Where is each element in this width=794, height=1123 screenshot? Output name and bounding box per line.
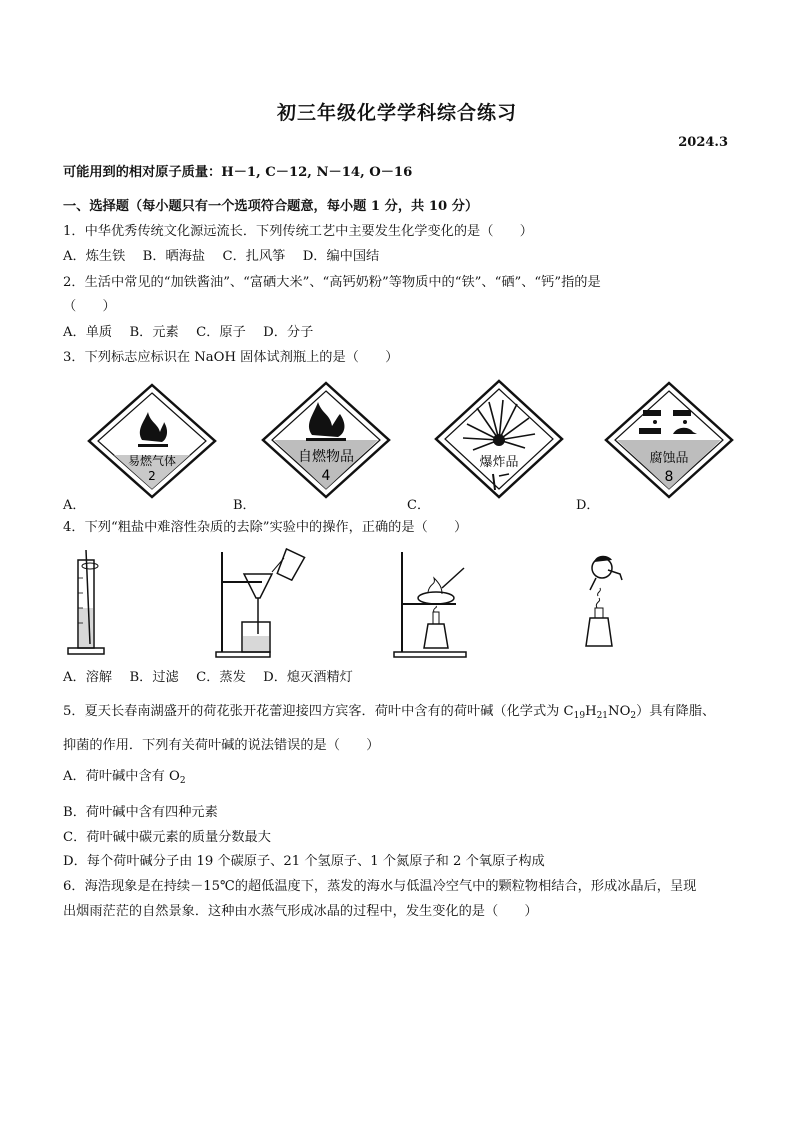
q2-stem: 2．生活中常见的“加铁酱油”、“富硒大米”、“高钙奶粉”等物质中的“铁”、“硒”、“钙”指的是 xyxy=(63,275,601,290)
exam-date: 2024.3 xyxy=(678,135,728,150)
corrosive-sign xyxy=(603,380,735,500)
q6-stem-line2: 出烟雨茫茫的自然景象．这种由水蒸气形成冰晶的过程中，发生变化的是（ ） xyxy=(63,904,538,919)
q5-option-a: A．荷叶碱中含有 $O_2$ xyxy=(63,769,186,786)
q5-option-d: D．每个荷叶碱分子由 19 个碳原子、21 个氢原子、1 个氮原子和 2 个氧原子构成 xyxy=(63,854,545,869)
q6-stem-line1: 6．海浩现象是在持续－15℃的超低温度下，蒸发的海水与低温冷空气中的颗粒物相结合，形成冰晶后，呈现 xyxy=(63,879,697,894)
filtration-figure xyxy=(214,548,308,660)
dissolving-cylinder-figure xyxy=(64,548,124,660)
sign-d-number: 8 xyxy=(664,469,674,485)
option-b-label: B． xyxy=(233,498,256,513)
evaporation-figure xyxy=(390,548,472,660)
atomic-mass-line: 可能用到的相对原子质量：H－1, C－12, N－14, O－16 xyxy=(63,165,413,180)
sign-b-number: 4 xyxy=(321,468,331,484)
q2-options: A．单质 B．元素 C．原子 D．分子 xyxy=(63,325,314,340)
sign-b-text: 自燃物品 xyxy=(298,449,354,465)
q2-stem-cont: （ ） xyxy=(63,299,116,314)
option-c-label: C． xyxy=(407,498,430,513)
option-a-label: A． xyxy=(63,498,86,513)
q5-stem-line1: 5．夏天长春南湖盛开的荷花张开花蕾迎接四方宾客．荷叶中含有的荷叶碱（化学式为 $C_{19}H_{21}NO_2$）具有降脂、 xyxy=(63,704,716,721)
sign-a-text: 易燃气体 xyxy=(127,454,177,468)
q5-option-c: C．荷叶碱中碳元素的质量分数最大 xyxy=(63,830,271,845)
q5-option-b: B．荷叶碱中含有四种元素 xyxy=(63,805,218,820)
q1-options: A．炼生铁 B．晒海盐 C．扎风筝 D．编中国结 xyxy=(63,249,380,264)
q1-stem: 1．中华优秀传统文化源远流长．下列传统工艺中主要发生化学变化的是（ ） xyxy=(63,224,533,239)
sign-a-number: 2 xyxy=(148,469,156,483)
extinguish-lamp-figure xyxy=(564,548,636,660)
option-d-label: D． xyxy=(576,498,600,513)
page-title: 初三年级化学学科综合练习 xyxy=(276,102,517,124)
q4-stem: 4．下列“粗盐中难溶性杂质的去除”实验中的操作，正确的是（ ） xyxy=(63,520,468,535)
explosive-sign xyxy=(433,378,565,500)
q5-stem-line2: 抑菌的作用．下列有关荷叶碱的说法错误的是（ ） xyxy=(63,738,380,753)
q4-options: A．溶解 B．过滤 C．蒸发 D．熄灭酒精灯 xyxy=(63,670,353,685)
section-heading: 一、选择题（每小题只有一个选项符合题意，每小题 1 分，共 10 分） xyxy=(63,199,479,214)
sign-c-text: 爆炸品 xyxy=(479,455,519,470)
q3-stem: 3．下列标志应标识在 NaOH 固体试剂瓶上的是（ ） xyxy=(63,350,399,365)
flammable-gas-sign xyxy=(86,382,218,500)
sign-d-text: 腐蚀品 xyxy=(649,451,689,466)
spontaneous-combustion-sign xyxy=(260,380,392,500)
